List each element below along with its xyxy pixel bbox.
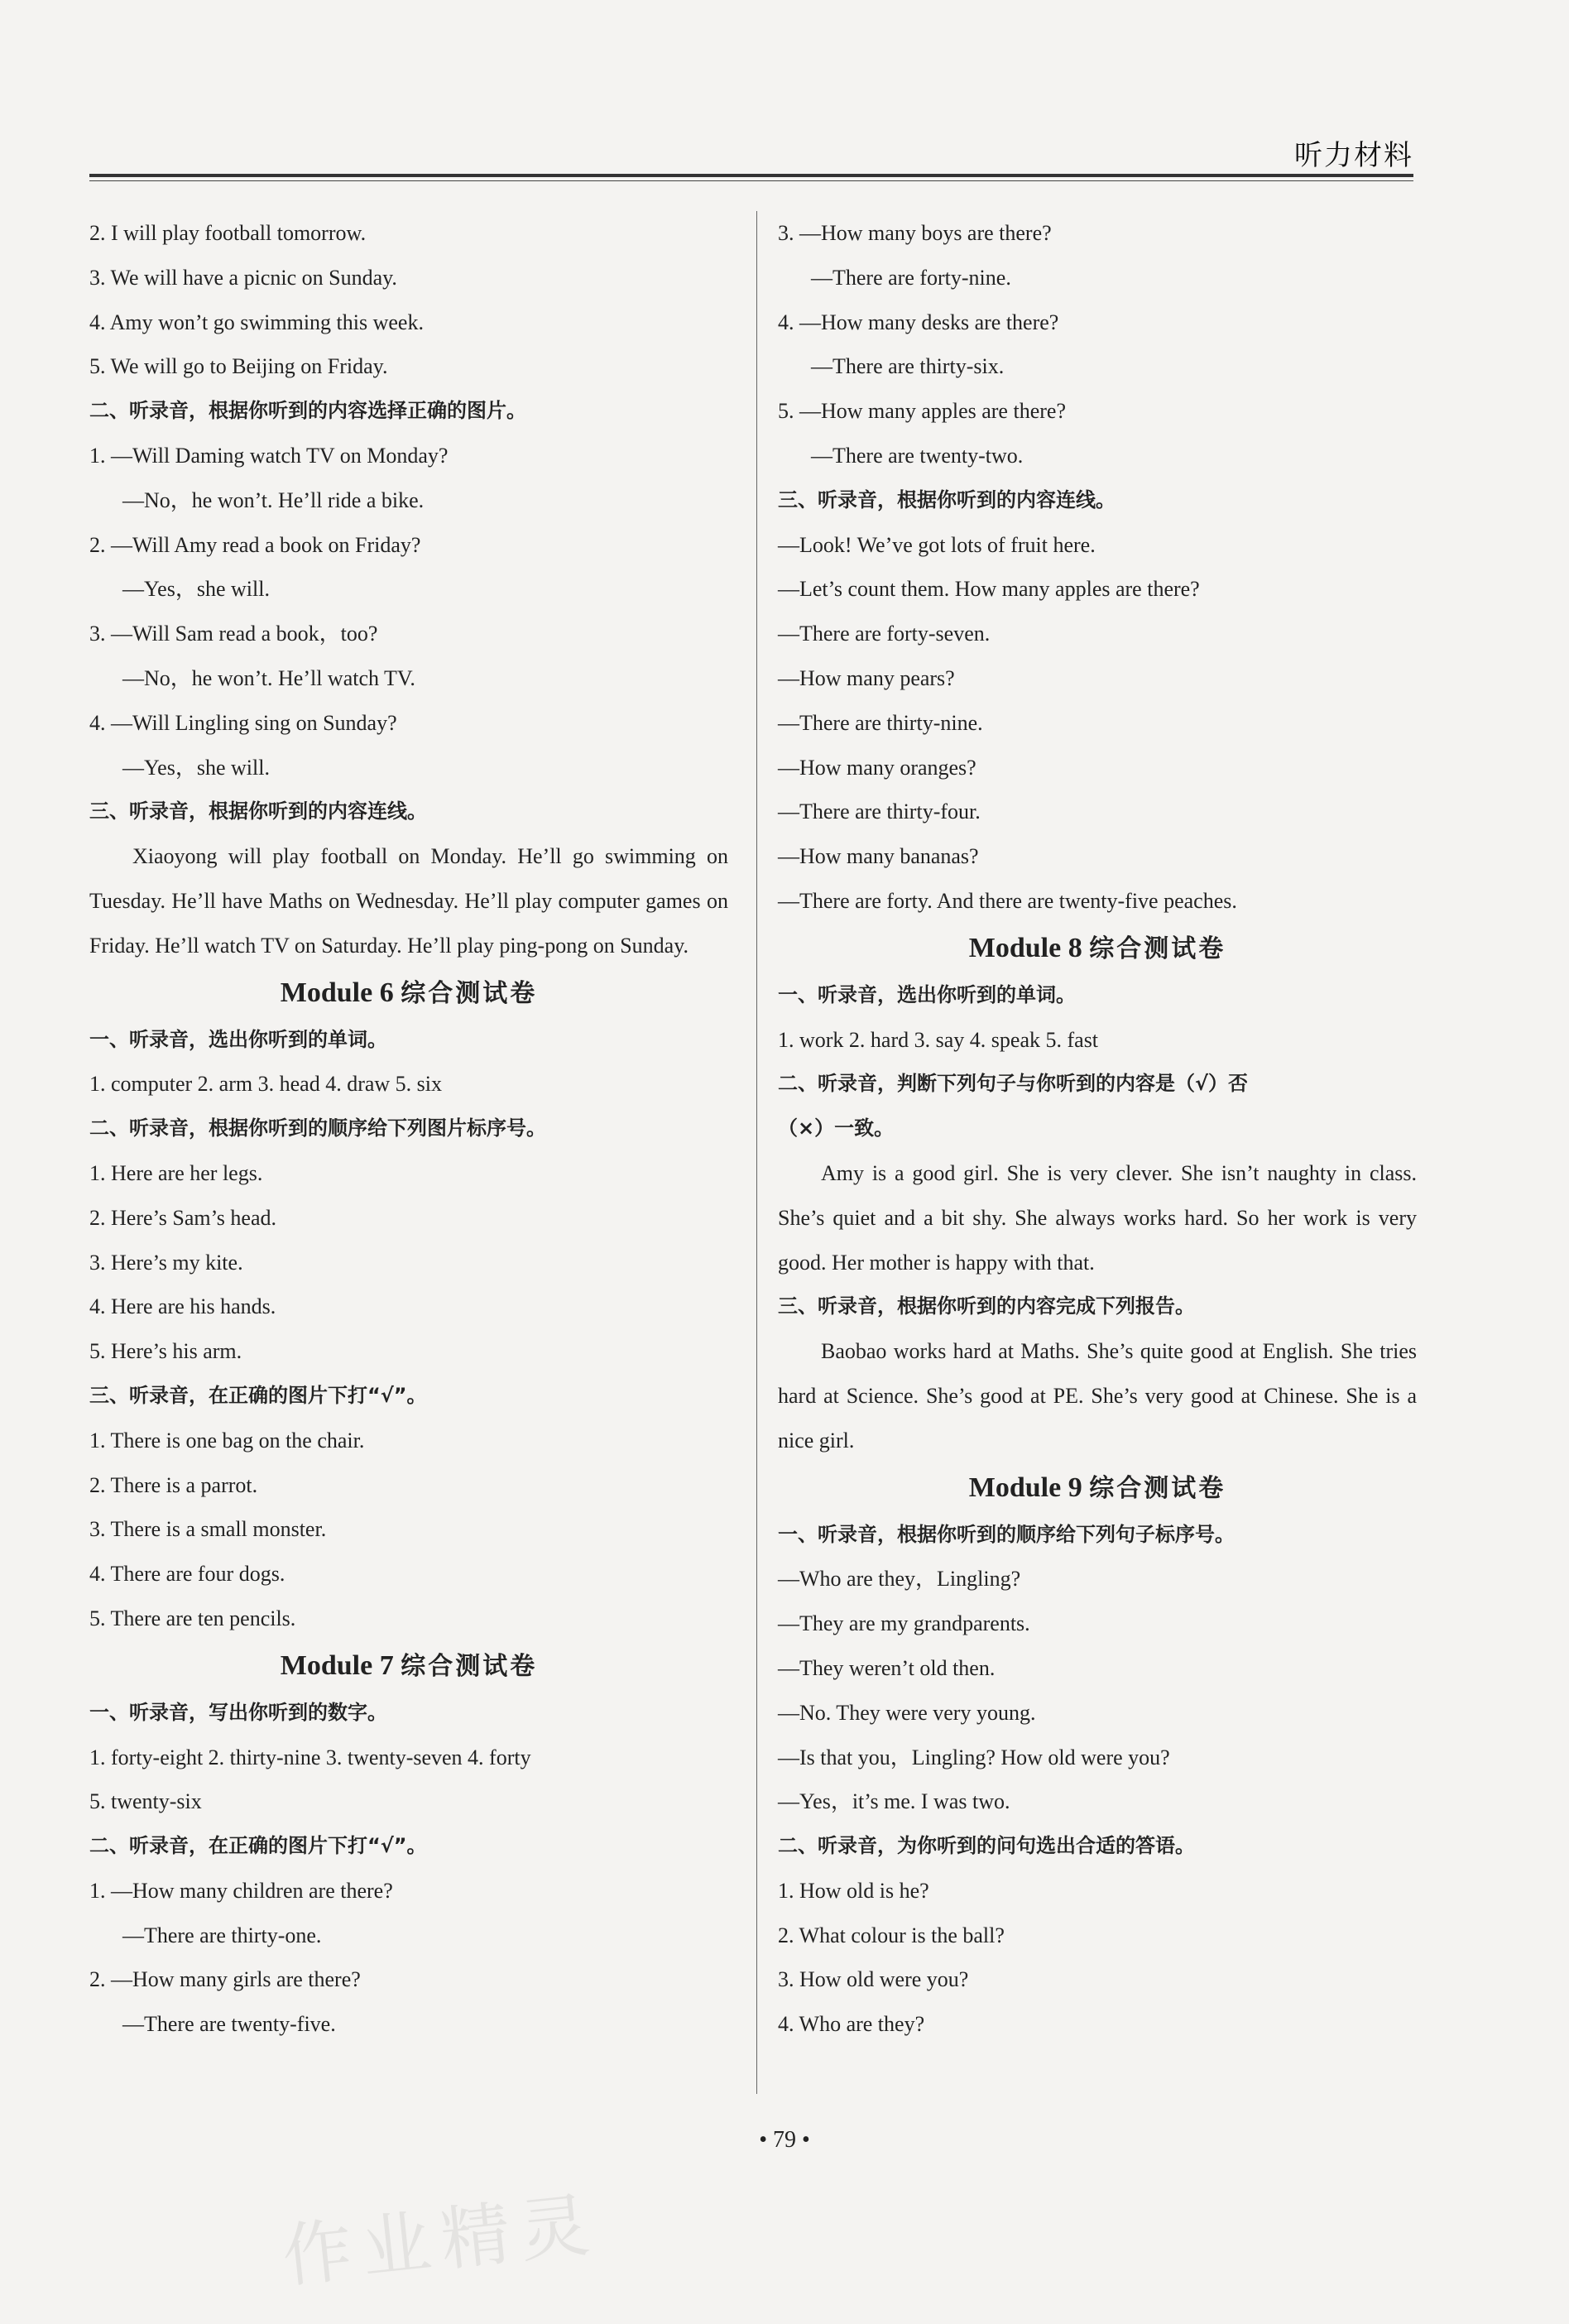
text-line: 2. I will play football tomorrow.	[89, 221, 367, 245]
text-line: 5. There are ten pencils.	[89, 1606, 296, 1630]
text-line: —Yes，it’s me. I was two.	[778, 1789, 1010, 1814]
section-heading: 二、听录音，根据你听到的内容选择正确的图片。	[89, 399, 526, 423]
text-line: —No. They were very young.	[778, 1700, 1036, 1725]
section-heading: 二、听录音，根据你听到的顺序给下列图片标序号。	[89, 1116, 546, 1140]
dialogue-reply-line: —Yes，she will.	[122, 577, 270, 602]
passage-paragraph: Baobao works hard at Maths. She’s quite good at English. She tries hard at Science. She’s good at PE. She’s very good at Chinese. She is a nice girl.	[778, 1339, 1417, 1452]
text-line: —They are my grandparents.	[778, 1611, 1030, 1636]
module-title-subtitle: 综合测试卷	[401, 1651, 538, 1681]
header-rule-thick	[89, 174, 1413, 177]
text-line: 1. Here are her legs.	[89, 1160, 263, 1185]
dialogue-reply-line: —There are thirty-one.	[122, 1923, 322, 1947]
section-heading: 三、听录音，根据你听到的内容连线。	[778, 487, 1116, 511]
text-line: —How many pears?	[778, 665, 955, 690]
text-line: 4. —How many desks are there?	[778, 310, 1059, 334]
module-title-name: Module 7	[280, 1649, 394, 1681]
module-title-subtitle: 综合测试卷	[1089, 934, 1226, 963]
text-line: 2. Here’s Sam’s head.	[89, 1205, 277, 1230]
module-title	[778, 1463, 1417, 1513]
dialogue-reply-line: —There are twenty-two.	[811, 443, 1024, 468]
text-line: —How many bananas?	[778, 844, 979, 869]
text-line: —There are thirty-nine.	[778, 710, 983, 735]
text-line: —There are forty. And there are twenty-five peaches.	[778, 888, 1237, 913]
text-line: 1. —How many children are there?	[89, 1878, 393, 1903]
text-line: 3. —How many boys are there?	[778, 221, 1052, 245]
text-line: 1. —Will Daming watch TV on Monday?	[89, 443, 449, 468]
page-header-title: 听力材料	[1294, 139, 1413, 172]
section-heading: 二、听录音，为你听到的问句选出合适的答语。	[778, 1834, 1195, 1858]
text-line: —Let’s count them. How many apples are there?	[778, 577, 1200, 602]
dialogue-reply-line: —No，he won’t. He’ll watch TV.	[122, 665, 415, 690]
text-line: 2. What colour is the ball?	[778, 1923, 1005, 1947]
module-title-name: Module 9	[968, 1472, 1082, 1503]
module-title-subtitle: 综合测试卷	[1089, 1473, 1226, 1503]
dialogue-reply-line: —No，he won’t. He’ll ride a bike.	[122, 487, 425, 512]
section-heading: 一、听录音，根据你听到的顺序给下列句子标序号。	[778, 1522, 1235, 1546]
text-line: 5. —How many apples are there?	[778, 399, 1066, 424]
dialogue-reply-line: —There are twenty-five.	[122, 2012, 336, 2037]
text-line: 3. —Will Sam read a book，too?	[89, 622, 378, 646]
text-line: —They weren’t old then.	[778, 1655, 996, 1680]
text-line: 1. computer 2. arm 3. head 4. draw 5. six	[89, 1072, 443, 1097]
text-line: —There are forty-seven.	[778, 622, 991, 646]
section-heading: 一、听录音，选出你听到的单词。	[778, 982, 1076, 1006]
text-line: 5. twenty-six	[89, 1789, 202, 1814]
text-line: 3. There is a small monster.	[89, 1517, 327, 1542]
text-line: 2. —Will Amy read a book on Friday?	[89, 532, 421, 557]
section-heading: 二、听录音，判断下列句子与你听到的内容是（√）否	[778, 1072, 1249, 1096]
text-line: 3. We will have a picnic on Sunday.	[89, 265, 397, 290]
right-column	[778, 211, 1417, 2047]
section-heading: （×）一致。	[778, 1116, 895, 1140]
text-line: —How many oranges?	[778, 755, 976, 780]
header-rule-thin	[89, 180, 1413, 181]
text-line: 4. —Will Lingling sing on Sunday?	[89, 710, 397, 735]
text-line: 3. How old were you?	[778, 1967, 969, 1992]
text-line: —There are thirty-four.	[778, 799, 981, 824]
section-heading: 一、听录音，写出你听到的数字。	[89, 1700, 387, 1724]
passage-paragraph: Xiaoyong will play football on Monday. He’ll go swimming on Tuesday. He’ll have Maths on Wednesday. He’ll play computer games on Friday. He’ll watch TV on Saturday. He’ll play ping-pong on Sunday.	[89, 844, 728, 958]
text-line: —Look! We’ve got lots of fruit here.	[778, 532, 1096, 557]
text-line: 4. Here are his hands.	[89, 1294, 276, 1319]
left-column	[89, 211, 728, 2047]
section-heading: 一、听录音，选出你听到的单词。	[89, 1027, 387, 1051]
section-heading: 三、听录音，根据你听到的内容连线。	[89, 799, 427, 823]
text-line: 4. Amy won’t go swimming this week.	[89, 310, 424, 334]
text-line: 5. Here’s his arm.	[89, 1339, 242, 1364]
module-title-name: Module 8	[968, 932, 1082, 963]
text-line: —Who are they，Lingling?	[778, 1567, 1021, 1592]
module-title	[89, 1641, 728, 1691]
dialogue-reply-line: —Yes，she will.	[122, 755, 270, 780]
passage-paragraph: Amy is a good girl. She is very clever. She isn’t naughty in class. She’s quiet and a bit shy. She always works hard. So her work is very good. Her mother is happy with that.	[778, 1160, 1417, 1275]
page-number: • 79 •	[759, 2127, 810, 2153]
column-divider	[756, 211, 757, 2094]
dialogue-reply-line: —There are thirty-six.	[811, 354, 1005, 379]
text-line: 4. Who are they?	[778, 2012, 925, 2037]
text-line: 1. forty-eight 2. thirty-nine 3. twenty-seven 4. forty	[89, 1745, 531, 1769]
text-line: 2. —How many girls are there?	[89, 1967, 361, 1992]
text-line: 1. How old is he?	[778, 1878, 929, 1903]
section-heading: 三、听录音，在正确的图片下打“√”。	[89, 1383, 427, 1407]
section-heading: 二、听录音，在正确的图片下打“√”。	[89, 1834, 427, 1858]
section-heading: 三、听录音，根据你听到的内容完成下列报告。	[778, 1294, 1195, 1318]
text-line: —Is that you，Lingling? How old were you?	[778, 1745, 1170, 1769]
text-line: 3. Here’s my kite.	[89, 1250, 243, 1275]
watermark: 作业精灵	[278, 2183, 603, 2298]
text-line: 2. There is a parrot.	[89, 1472, 258, 1497]
text-line: 5. We will go to Beijing on Friday.	[89, 354, 388, 379]
module-title	[778, 924, 1417, 973]
dialogue-reply-line: —There are forty-nine.	[811, 265, 1011, 290]
module-title-subtitle: 综合测试卷	[401, 978, 538, 1008]
text-line: 1. work 2. hard 3. say 4. speak 5. fast	[778, 1027, 1099, 1052]
module-title-name: Module 6	[280, 977, 394, 1008]
module-title	[89, 968, 728, 1018]
text-line: 1. There is one bag on the chair.	[89, 1428, 365, 1452]
text-line: 4. There are four dogs.	[89, 1562, 285, 1587]
